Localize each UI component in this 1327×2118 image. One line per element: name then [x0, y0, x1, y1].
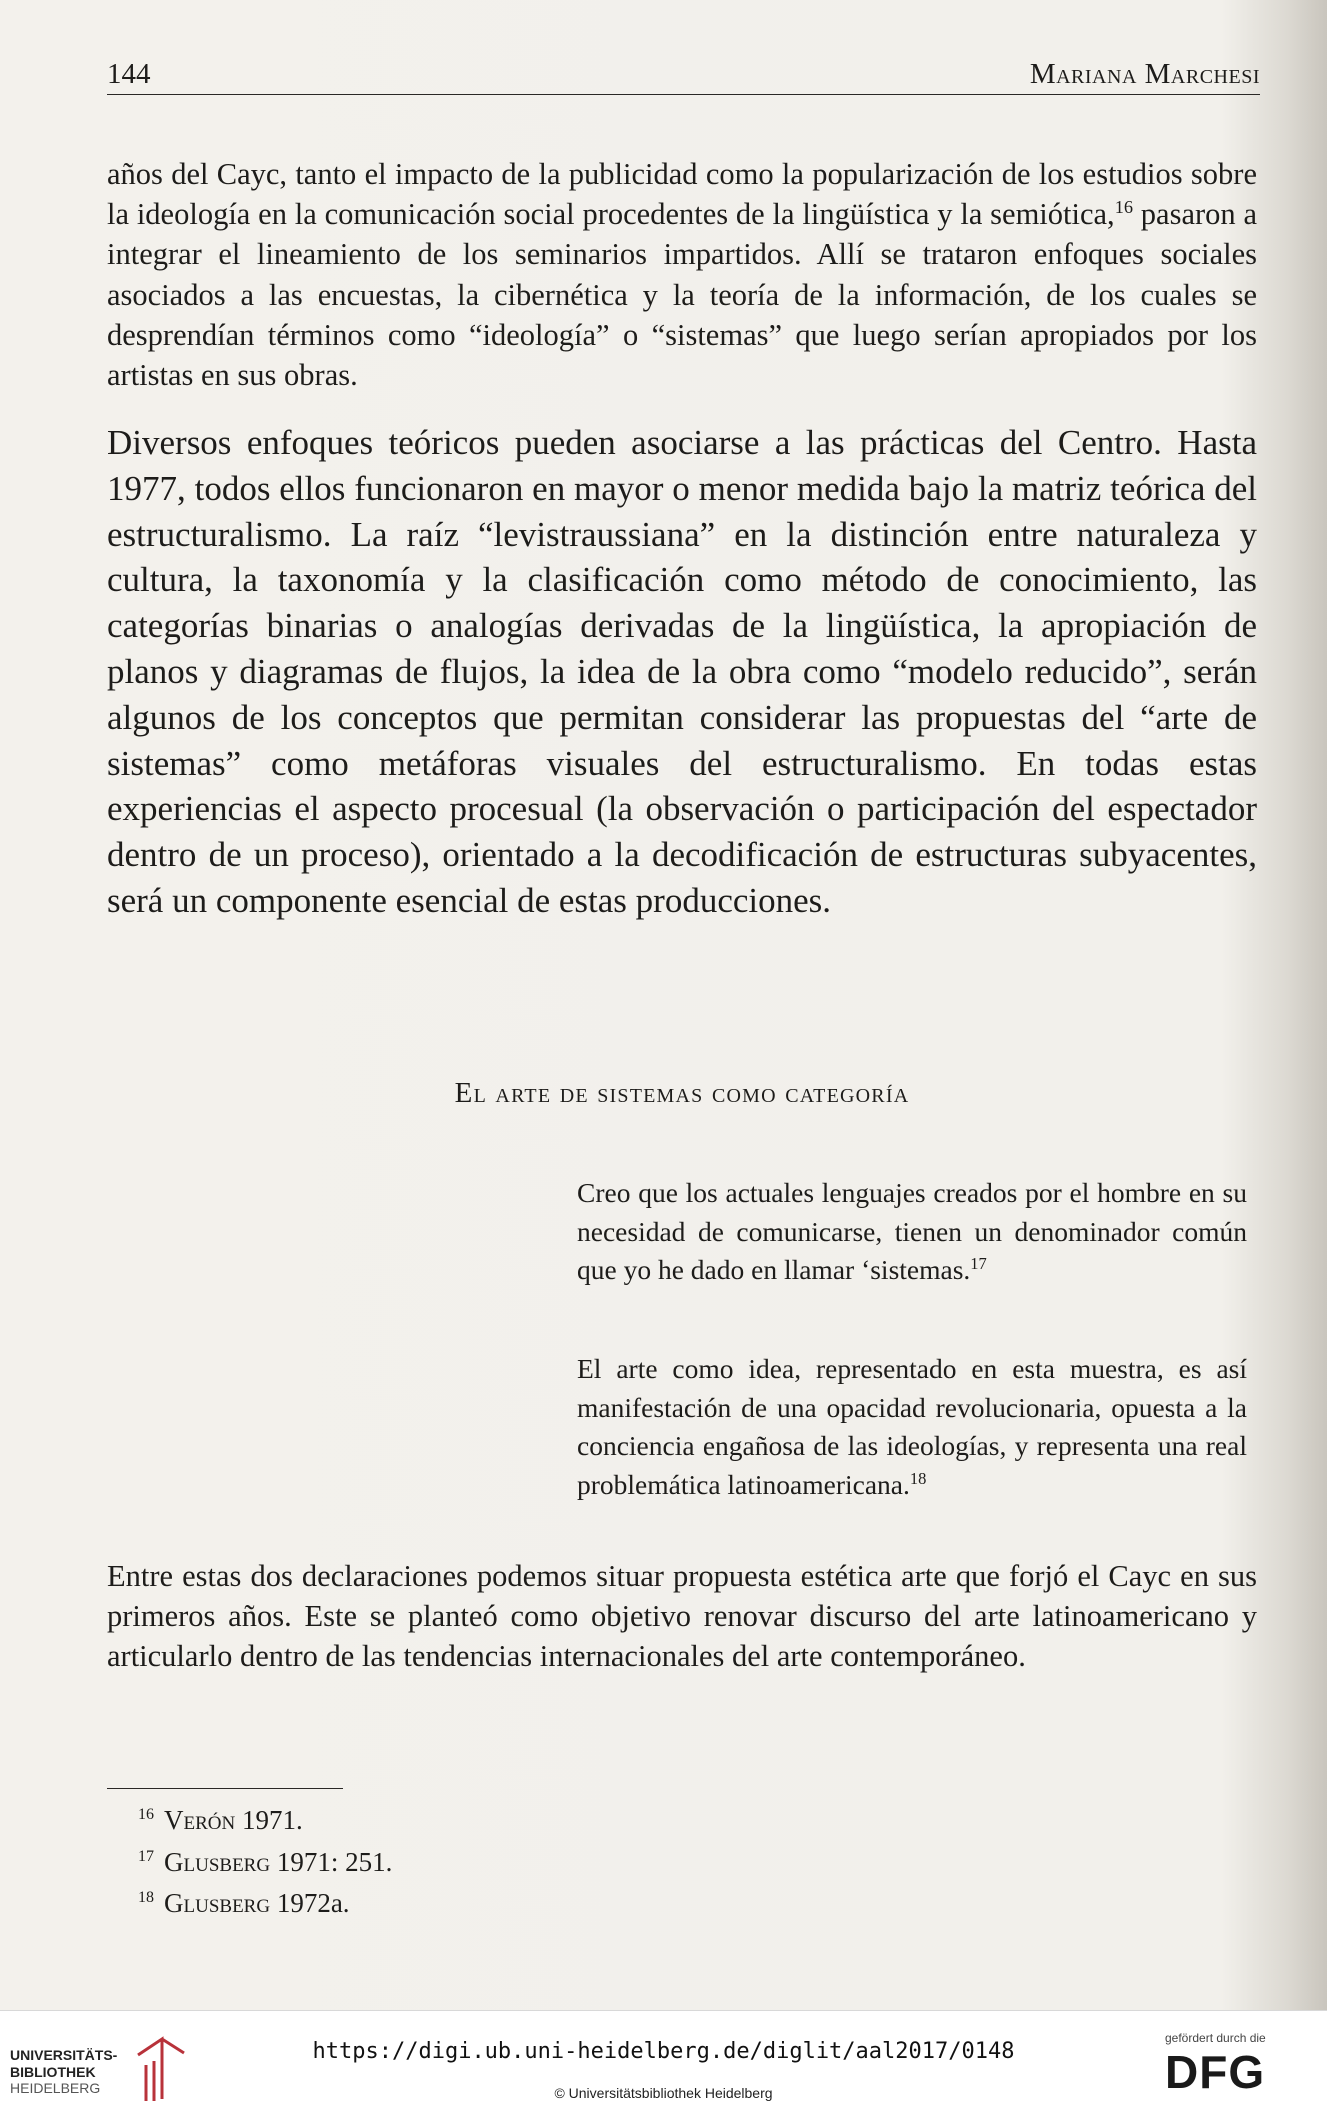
section-heading: El arte de sistemas como categoría: [454, 1077, 910, 1109]
footnotes: [138, 1797, 738, 1922]
paragraph-intro: años del Cayc, tanto el impacto de la publicidad como la popularización de los estudios sobre la ideología en la comunicación social procedentes de la lingüística y la semiótica,$^{16}$ pasaron a integrar el lineamiento de los seminarios impartidos. Allí se trataron enfoques sociales asociados a las encuestas, la cibernética y la teoría de la información, de los cuales se desprendían términos como “ideología” o “sistemas” que luego serían apropiados por los artistas en sus obras.: [107, 157, 1258, 393]
source-url-link[interactable]: https://digi.ub.uni-heidelberg.de/diglit/aal2017/0148: [312, 2039, 1015, 2064]
university-library-logo[interactable]: UNIVERSITÄTS- BIBLIOTHEK HEIDELBERG: [10, 2033, 190, 2103]
page-header: [107, 54, 1260, 95]
footnote-ref-17[interactable]: 17: [970, 1254, 987, 1274]
footnote-18: $^{18}$ Glusberg 1972a.: [138, 1888, 350, 1918]
dfg-logo[interactable]: gefördert durch die DFG: [1165, 2031, 1266, 2098]
footnote-ref-18[interactable]: 18: [909, 1468, 927, 1488]
footnote-17: $^{17}$ Glusberg 1971: 251.: [138, 1846, 393, 1877]
running-head-author: Mariana Marchesi: [1029, 58, 1260, 90]
paragraph-conclusion: Entre estas dos declaraciones podemos situar propuesta estética arte que forjó el Cayc en sus primeros años. Este se planteó como objetivo renovar discurso del arte latinoamericano y articularlo dentro de las tendencias internacionales del arte contemporáneo.: [107, 1559, 1257, 1674]
footnote-16: $^{16}$ Verón 1971.: [138, 1805, 303, 1835]
digitization-footer: [0, 2010, 1327, 2118]
block-quote-1: Creo que los actuales lenguajes creados por el hombre en su necesidad de comunicarse, tienen un denominador común que yo he dado en llamar ‘sistemas.$^{17}$: [577, 1177, 1247, 1286]
paragraph-structuralism: Diversos enfoques teóricos pueden asociarse a las prácticas del Centro. Hasta 1977, todos ellos funcionaron en mayor o menor medida bajo la matriz teórica del estructuralismo. La raíz “levistraussiana” en la distinción entre naturaleza y cultura, la taxonomía y la clasificación como método de conocimiento, las categorías binarias o analogías derivadas de la lingüística, la apropiación de planos y diagramas de flujos, la idea de la obra como “modelo reducido”, serán algunos de los conceptos que permitan considerar las propuestas del “arte de sistemas” como metáforas visuales del estructuralismo. En todas estas experiencias el aspecto procesual (la observación o participación del espectador dentro de un proceso), orientado a la decodificación de estructuras subyacentes, será un componente esencial de estas producciones.: [107, 423, 1257, 920]
block-quote-2: El arte como idea, representado en esta muestra, es así manifestación de una opacidad revolucionaria, opuesta a la conciencia engañosa de las ideologías, y representa una real problemática latinoamericana.$^{18}$: [577, 1353, 1247, 1500]
copyright-notice: © Universitätsbibliothek Heidelberg: [554, 2085, 773, 2101]
footnote-ref-16[interactable]: 16: [1114, 197, 1133, 218]
library-emblem-icon: [132, 2035, 192, 2103]
footnote-divider: [107, 1788, 343, 1789]
page-number: 144: [107, 58, 151, 90]
